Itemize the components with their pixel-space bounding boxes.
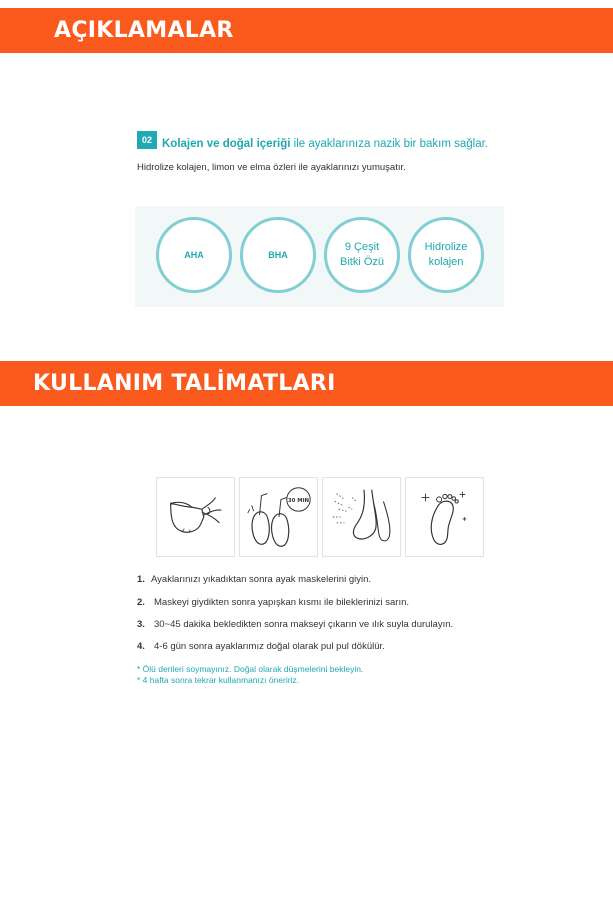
step-item bbox=[137, 641, 385, 652]
step-panel-3 bbox=[322, 477, 401, 557]
step-item bbox=[137, 574, 371, 585]
description-title: AÇIKLAMALAR bbox=[54, 18, 234, 43]
ingredient-circle-collagen bbox=[408, 217, 484, 293]
feature-number-badge: 02 bbox=[137, 131, 157, 149]
step-item bbox=[137, 619, 453, 630]
feature-line bbox=[137, 131, 488, 151]
step-item bbox=[137, 597, 409, 608]
notes bbox=[137, 664, 363, 686]
feature-subtitle: Hidrolize kolajen, limon ve elma özleri ile ayaklarınızı yumuşatır. bbox=[137, 162, 406, 173]
ingredient-circle-plant-extract bbox=[324, 217, 400, 293]
feet-timer-icon bbox=[240, 478, 317, 556]
foot-mask-icon bbox=[157, 478, 234, 556]
step-number: 3. bbox=[137, 619, 145, 630]
step-text: 4-6 gün sonra ayaklarımız doğal olarak pul pul dökülür. bbox=[154, 641, 385, 652]
step-text: Maskeyi giydikten sonra yapışkan kısmı ile bileklerinizi sarın. bbox=[154, 597, 410, 608]
step-panel-1 bbox=[156, 477, 235, 557]
ingredient-label: BHA bbox=[268, 250, 288, 260]
note-item: * Ölü derileri soymayınız. Doğal olarak düşmelerini bekleyin. bbox=[137, 664, 364, 674]
step-text: Ayaklarınızı yıkadıktan sonra ayak maskelerini giyin. bbox=[151, 574, 372, 585]
feature-text bbox=[162, 137, 488, 151]
rinse-feet-icon bbox=[323, 478, 400, 556]
step-text: 30~45 dakika bekledikten sonra makseyi çıkarın ve ılık suyla durulayın. bbox=[154, 619, 454, 630]
ingredient-label: AHA bbox=[184, 250, 204, 260]
usage-title: KULLANIM TALİMATLARI bbox=[33, 371, 336, 396]
step-panel-2 bbox=[239, 477, 318, 557]
note-item: * 4 hafta sonra tekrar kullanmanızı öneririz. bbox=[137, 675, 300, 685]
step-number: 4. bbox=[137, 641, 145, 652]
feature-rest: ile ayaklarınıza nazik bir bakım sağlar. bbox=[290, 138, 488, 150]
step-panel-4 bbox=[405, 477, 484, 557]
ingredient-box bbox=[135, 206, 504, 307]
step-number: 1. bbox=[137, 574, 145, 585]
ingredient-circle-aha bbox=[156, 217, 232, 293]
ingredient-label: Hidrolize kolajen bbox=[424, 241, 468, 268]
ingredient-label: 9 Çeşit Bitki Özü bbox=[339, 241, 384, 268]
step-number: 2. bbox=[137, 597, 145, 608]
usage-banner bbox=[0, 361, 613, 406]
timer-label: 30 MIN bbox=[287, 497, 310, 504]
feature-highlight: Kolajen ve doğal içeriği bbox=[162, 138, 291, 150]
ingredient-circle-bha bbox=[240, 217, 316, 293]
description-banner bbox=[0, 8, 613, 53]
smooth-sole-icon bbox=[406, 478, 483, 556]
